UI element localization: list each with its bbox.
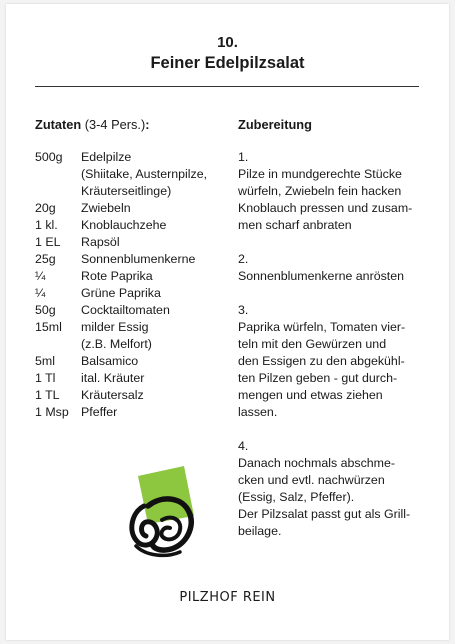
ingredient-row	[35, 149, 230, 166]
ingredient-quantity: 1 TL	[35, 388, 60, 402]
ingredient-row	[35, 217, 230, 234]
ingredient-row	[35, 319, 230, 336]
recipe-title: Feiner Edelpilzsalat	[150, 54, 305, 72]
ingredient-quantity	[35, 166, 81, 183]
step-text: lassen.	[238, 405, 278, 419]
step-text: Paprika würfeln, Tomaten vier-	[238, 320, 406, 334]
ingredient-name: (z.B. Melfort)	[81, 337, 152, 351]
step-text: Pilze in mundgerechte Stücke	[238, 167, 402, 181]
step-text: (Essig, Salz, Pfeffer).	[238, 490, 355, 504]
ingredient-quantity: ¼	[35, 286, 46, 300]
ingredient-row	[35, 251, 230, 268]
ingredient-quantity: 1 Tl	[35, 371, 56, 385]
step-number: 1.	[238, 150, 249, 164]
preparation-steps	[238, 149, 428, 540]
ingredient-quantity	[35, 183, 81, 200]
ingredient-quantity: 5ml	[35, 354, 55, 368]
step-text: Knoblauch pressen und zusam-	[238, 201, 413, 215]
step-spacer	[238, 421, 428, 438]
ingredient-name: Balsamico	[81, 354, 139, 368]
step-number: 2.	[238, 252, 249, 266]
step-spacer	[238, 285, 428, 302]
servings-text: (3-4 Pers.)	[84, 117, 146, 132]
step-text: würfeln, Zwiebeln fein hacken	[238, 184, 402, 198]
ingredient-name: Edelpilze	[81, 150, 132, 164]
step-text: Der Pilzsalat passt gut als Grill-	[238, 507, 411, 521]
ingredient-name: Rote Paprika	[81, 269, 153, 283]
ingredient-name: Knoblauchzehe	[81, 218, 167, 232]
ingredient-quantity: 15ml	[35, 320, 62, 334]
step-text: cken und evtl. nachwürzen	[238, 473, 385, 487]
ingredient-name: (Shiitake, Austernpilze,	[81, 167, 208, 181]
ingredient-quantity: 20g	[35, 201, 56, 215]
ingredient-name: ital. Kräuter	[81, 371, 145, 385]
ingredient-name: Grüne Paprika	[81, 286, 161, 300]
ingredient-name: Rapsöl	[81, 235, 120, 249]
ingredient-name: Kräuterseitlinge)	[81, 184, 172, 198]
preparation-heading: Zubereitung	[238, 117, 312, 132]
ingredient-row	[35, 166, 230, 183]
ingredients-section	[35, 116, 230, 421]
ingredient-quantity: ¼	[35, 269, 46, 283]
step-spacer	[238, 234, 428, 251]
step-text: men scharf anbraten	[238, 218, 352, 232]
step-text: ten Pilzen geben - gut durch-	[238, 371, 398, 385]
ingredient-name: milder Essig	[81, 320, 149, 334]
ingredient-name: Pfeffer	[81, 405, 118, 419]
ingredient-name: Kräutersalz	[81, 388, 144, 402]
title-divider	[35, 86, 419, 87]
pilzhof-logo-icon	[118, 462, 212, 562]
step-text: Sonnenblumenkerne anrösten	[238, 269, 405, 283]
step-text: mengen und etwas ziehen	[238, 388, 383, 402]
step-text: Danach nochmals abschme-	[238, 456, 396, 470]
logo-graphic	[118, 462, 212, 562]
ingredient-row	[35, 353, 230, 370]
ingredient-quantity	[35, 336, 81, 353]
ingredient-quantity: 1 Msp	[35, 405, 69, 419]
ingredients-heading	[35, 116, 230, 133]
ingredient-name: Sonnenblumenkerne	[81, 252, 196, 266]
ingredient-row	[35, 183, 230, 200]
step-text: beilage.	[238, 524, 282, 538]
ingredient-row	[35, 404, 230, 421]
brand-name: PILZHOF REIN	[179, 590, 276, 605]
ingredient-row	[35, 268, 230, 285]
ingredient-row	[35, 302, 230, 319]
ingredient-row	[35, 387, 230, 404]
step-text: teln mit den Gewürzen und	[238, 337, 387, 351]
ingredient-quantity: 25g	[35, 252, 56, 266]
step-number: 3.	[238, 303, 249, 317]
ingredient-name: Zwiebeln	[81, 201, 131, 215]
ingredient-quantity: 1 EL	[35, 235, 61, 249]
ingredient-row	[35, 370, 230, 387]
step-text: den Essigen zu den abgekühl-	[238, 354, 405, 368]
ingredient-quantity: 1 kl.	[35, 218, 58, 232]
ingredients-heading-colon: :	[145, 117, 150, 132]
preparation-section	[238, 116, 428, 540]
ingredient-row	[35, 234, 230, 251]
ingredients-heading-label: Zutaten	[35, 117, 82, 132]
ingredient-row	[35, 200, 230, 217]
step-number: 4.	[238, 439, 249, 453]
ingredient-quantity: 50g	[35, 303, 56, 317]
ingredient-row	[35, 285, 230, 302]
ingredient-name: Cocktailtomaten	[81, 303, 170, 317]
recipe-number: 10.	[217, 34, 238, 51]
ingredient-quantity: 500g	[35, 150, 63, 164]
ingredients-list	[35, 149, 230, 421]
ingredient-row	[35, 336, 230, 353]
